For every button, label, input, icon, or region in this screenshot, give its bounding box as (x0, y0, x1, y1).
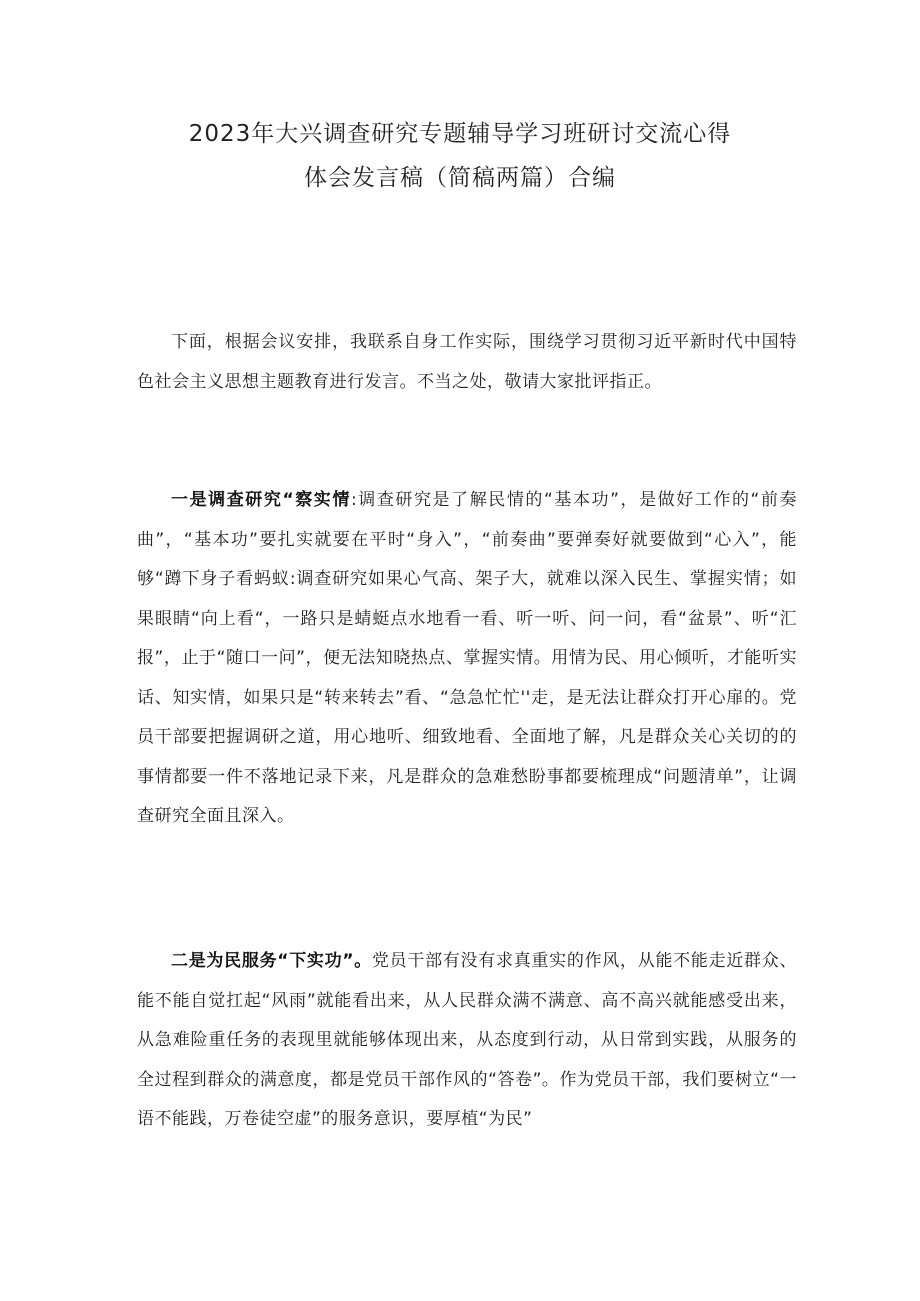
intro-paragraph (137, 323, 797, 402)
section-1-paragraph (137, 481, 797, 837)
section-1-heading: 一是调查研究“察实情 (171, 490, 351, 510)
section-2-paragraph (137, 942, 797, 1140)
intro-text: 下面，根据会议安排，我联系自身工作实际，围绕学习贯彻习近平新时代中国特色社会主义思想主题教育进行发言。不当之处，敬请大家批评指正。 (137, 332, 797, 392)
document-title (100, 112, 820, 200)
title-line-1: 2023年大兴调查研究专题辅导学习班研讨交流心得 (188, 121, 732, 147)
section-1-body: :调查研究是了解民情的“基本功”，是做好工作的“前奏曲”，“基本功”要扎实就要在平时“身入”，“前奏曲”要弹奏好就要做到“心入”，能够“蹲下身子看蚂蚁:调查研究如果心气高、架子大，就难以深入民生、掌握实情；如果眼睛“向上看“，一路只是蜻蜓点水地看一看、听一听、问一问，看“盆景”、听“汇报”，止于“随口一问”，便无法知晓热点、掌握实情。用情为民、用心倾听，才能听实话、知实情，如果只是“转来转去”看、“急急忙忙''走，是无法让群众打开心扉的。党员干部要把握调研之道，用心地听、细致地看、全面地了解，凡是群众关心关切的的事情都要一件不落地记录下来，凡是群众的急难愁盼事都要梳理成“问题清单”，让调查研究全面且深入。 (137, 490, 797, 826)
section-2-body: 党员干部有没有求真重实的作风，从能不能走近群众、能不能自觉扛起“风雨”就能看出来，从人民群众满不满意、高不高兴就能感受出来，从急难险重任务的表现里就能够体现出来，从态度到行动，从日常到实践，从服务的全过程到群众的满意度，都是党员干部作风的“答卷”。作为党员干部，我们要树立“一语不能践，万卷徒空虚”的服务意识，要厚植“为民” (137, 951, 797, 1129)
section-2-heading: 二是为民服务“下实功”。 (171, 951, 372, 971)
title-line-2: 体会发言稿（简稿两篇）合编 (304, 165, 616, 191)
